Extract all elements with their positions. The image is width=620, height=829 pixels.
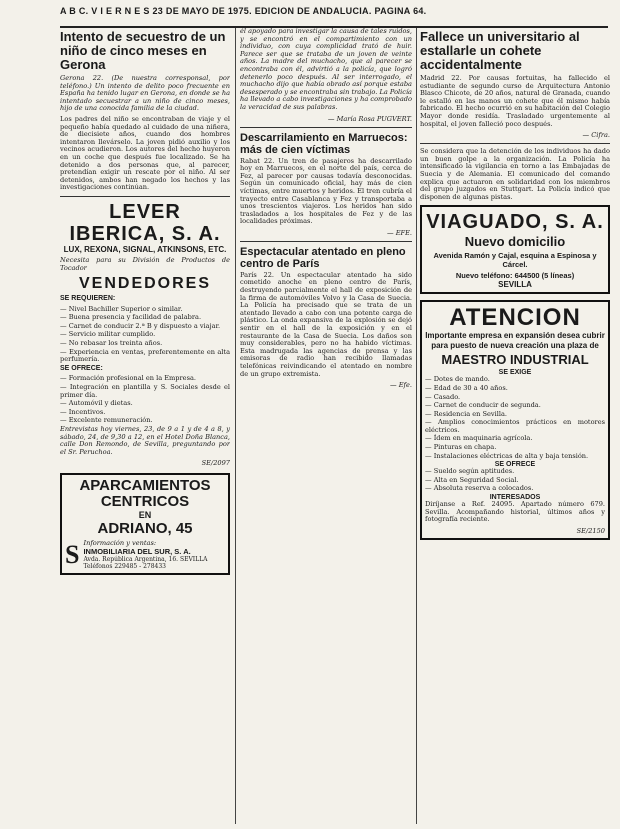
ad-parking-line1: APARCAMIENTOS	[79, 477, 211, 495]
ad-offer-label: SE OFRECE:	[60, 364, 103, 372]
ad-atencion-contact-label: INTERESADOS	[489, 494, 541, 502]
list-item: — Ídem en maquinaria agrícola.	[425, 434, 533, 443]
ad-parking-agency-addr: Avda. República Argentina, 16. SEVILLA	[83, 556, 208, 564]
agency-logo-icon: S	[65, 539, 80, 569]
ad-viaguado	[420, 205, 610, 294]
list-item: — Edad de 30 a 40 años.	[425, 383, 508, 392]
ad-req-list	[60, 306, 230, 364]
story-snippet: Se considera que la detención de los individuos ha dado un buen golpe a la organización. La Policía ha intensificado la vigilancia en torno a las Embajadas de Suecia y de Alemania. El comunicado del comando explica que actuaron en solidaridad con los miembros del grupo juzgados en Stuttgart. La Policía indicó que disponen de algunas pistas.	[420, 147, 610, 201]
ad-atencion-contact: Diríjanse a Ref. 24095. Apartado número 679. Sevilla. Acompañando historial, últimos años y fotografía reciente.	[425, 500, 605, 524]
list-item: — Pinturas en chapa.	[425, 443, 497, 452]
ad-ref: SE/2097	[201, 459, 230, 468]
list-item: — Residencia en Sevilla.	[425, 409, 507, 418]
ad-atencion	[420, 300, 610, 540]
ad-req-label: SE REQUIEREN:	[60, 295, 116, 303]
list-item: — Formación profesional en la Empresa.	[60, 374, 196, 383]
column-2	[240, 28, 412, 824]
list-item: — Incentivos.	[60, 407, 106, 416]
ad-viaguado-city: SEVILLA	[498, 280, 532, 290]
ad-parking-line3: EN	[138, 510, 152, 521]
list-item: — Absoluta reserva a colocados.	[425, 484, 534, 493]
divider	[420, 143, 610, 144]
list-item: — Instalaciones eléctricas de alta y baja tensión.	[425, 451, 589, 460]
ad-viaguado-addr: Avenida Ramón y Cajal, esquina a Espinosa y Cárcel.	[433, 251, 597, 270]
ad-intro: Necesita para su División de Productos de Tocador	[60, 255, 230, 272]
divider	[240, 241, 412, 242]
list-item: — Dotes de mando.	[425, 375, 490, 384]
ad-parking-phones: Teléfonos 229485 - 278433	[83, 563, 166, 571]
story-title-derailment: Descarrilamiento en Marruecos: más de cien víctimas	[240, 131, 408, 156]
ad-atencion-req-list	[425, 376, 605, 460]
story-body: Rabat 22. Un tren de pasajeros ha descarrilado hoy en Marruecos, en el norte del país, cerca de Fez, al parecer por causas todavía desconocidas. Según un comunicado oficial, hay más de cien víctimas, entre muertos y heridos. El tren cubría el trayecto entre Casablanca y Fez y transportaba a unos trescientos viajeros. Los heridos han sido trasladados a los hospitales de Fez y de las localidades próximas.	[240, 156, 412, 226]
list-item: — Alta en Seguridad Social.	[425, 475, 519, 484]
ad-atencion-req-label: SE EXIGE	[498, 369, 532, 377]
header-line: A B C. V I E R N E S 23 DE MAYO DE 1975. EDICION DE ANDALUCIA. PAGINA 64.	[60, 6, 427, 16]
story-byline: — María Rosa PUGVERT.	[327, 114, 412, 123]
ad-company: LEVER IBERICA, S. A.	[69, 200, 221, 245]
divider	[240, 127, 412, 128]
page-header	[60, 6, 608, 28]
column-3	[420, 28, 610, 824]
ad-parking-line2: CENTRICOS	[100, 493, 190, 511]
ad-atencion-offer-list	[425, 468, 605, 493]
ad-parking-agency: INMOBILIARIA DEL SUR, S. A.	[83, 547, 191, 557]
list-item: — Buena presencia y facilidad de palabra.	[60, 313, 202, 322]
list-item: — Automóvil y dietas.	[60, 399, 133, 408]
ad-parking-info: Información y ventas:	[83, 539, 157, 548]
divider	[60, 196, 230, 197]
ad-heading: VENDEDORES	[78, 275, 212, 293]
story-byline: — EFE.	[387, 228, 412, 237]
ad-contact: Entrevistas hoy viernes, 23, de 9 a 1 y de 4 a 8, y sábado, 24, de 9,30 a 12, en el Hotel Doña Blanca, calle Don Remondo, de Sevilla, preguntando por el Sr. Peruchoa.	[60, 425, 230, 456]
story-body: Madrid 22. Por causas fortuitas, ha fallecido el estudiante de segundo curso de Arquitectura Antonio Blasco Chicote, de 20 años, natural de Granada, cuando le estalló en las manos un cohete que él mismo había fabricado. El hecho ocurrió en su habitación del Colegio Mayor donde residía. Trasladado urgentemente al hospital, el joven falleció poco después.	[420, 74, 610, 128]
ad-atencion-post: MAESTRO INDUSTRIAL	[441, 352, 589, 368]
ad-parking-address: ADRIANO, 45	[97, 520, 193, 538]
list-item: — Excelente remuneración.	[60, 416, 153, 425]
story-title-student: Fallece un universitario al estallarle un cohete accidentalmente	[420, 29, 580, 72]
list-item: — Casado.	[425, 392, 461, 401]
story-body: Los padres del niño se encontraban de viaje y el pequeño había quedado al cuidado de una niñera, de diecisiete años, cuando dos hombres intentaron llevárselo. La joven pidió auxilio y los vecinos acudieron. Los autores del hecho huyeron en un coche que después fue localizado. Se ha detenido a dos personas que, al parecer, pretendían exigir un rescate por el niño. Al ser detenidos, ambos han negado los hechos y las investigaciones continúan.	[60, 114, 230, 192]
list-item: — Experiencia en ventas, preferentemente en alta perfumería.	[60, 347, 230, 364]
story-title-kidnap: Intento de secuestro de un niño de cinco meses en Gerona	[60, 29, 226, 72]
story-byline: — Cifra.	[582, 131, 610, 140]
story-title-attack: Espectacular atentado en pleno centro de París	[240, 245, 406, 270]
story-byline: — Efe.	[390, 381, 412, 390]
list-item: — Carnet de conducir de segunda.	[425, 401, 541, 410]
ad-parking	[60, 473, 230, 575]
list-item: — No rebasar los treinta años.	[60, 339, 163, 348]
story-dateline: Gerona 22. (De nuestra corresponsal, por teléfono.) Un intento de delito poco frecuente en España ha tenido lugar en Gerona, en donde se ha intentado secuestrar a un niño de cinco meses, hijo de una conocida familia de la ciudad.	[60, 74, 230, 113]
story-body: París 22. Un espectacular atentado ha sido cometido anoche en pleno centro de París, destruyendo parcialmente el hall de exposición de la firma de automóviles Volvo y la Casa de Suecia. La Policía ha precisado que se trata de un atentado llevado a cabo con una potente carga de plástico. La onda expansiva de la explosión se dejó sentir en el hall de la exposición y en el restaurante de la Casa de Suecia. Los daños son muy considerables, pero no ha habido víctimas. Esta madrugada las agencias de prensa y las emisoras de radio han recibido llamadas telefónicas reivindicando el atentado en nombre de un grupo extremista.	[240, 270, 412, 378]
story-continuation: él apoyado para investigar la causa de tales ruidos, y se encontró en el compartimiento con un individuo, con cuya complicidad trató de huir. Parece ser que se trataba de un joven de veinte años. La madre del muchacho, que al parecer se encontraba con él, advirtió a la policía, que logró detenerlo poco después. Al ser interrogado, el muchacho dijo que había obrado así porque estaba desesperado y se encontraba sin trabajo. La Policía ha llevado a cabo investigaciones y ha comprobado la veracidad de sus palabras.	[240, 28, 412, 111]
list-item: — Sueldo según aptitudes.	[425, 467, 515, 476]
ad-viaguado-name: VIAGUADO, S. A.	[426, 211, 604, 234]
column-1	[60, 28, 230, 824]
column-divider-1	[235, 28, 236, 824]
list-item: — Amplios conocimientos prácticos en motores eléctricos.	[425, 418, 605, 434]
column-divider-2	[416, 28, 417, 824]
ad-atencion-heading: ATENCION	[449, 304, 581, 332]
ad-atencion-offer-label: SE OFRECE	[494, 461, 536, 469]
list-item: — Integración en plantilla y S. Sociales desde el primer día.	[60, 383, 230, 399]
list-item: — Carnet de conducir 2.ª B y dispuesto a viajar.	[60, 321, 221, 330]
ad-atencion-ref: SE/2150	[576, 526, 605, 535]
ad-lever	[60, 201, 230, 467]
list-item: — Servicio militar cumplido.	[60, 330, 156, 339]
ad-offer-list	[60, 375, 230, 425]
ad-brands: LUX, REXONA, SIGNAL, ATKINSONS, ETC.	[63, 244, 227, 254]
list-item: — Nivel Bachiller Superior o similar.	[60, 304, 183, 313]
ad-viaguado-sub: Nuevo domicilio	[464, 234, 566, 250]
ad-viaguado-phone: Nuevo teléfono: 644500 (5 líneas)	[455, 271, 575, 281]
ad-atencion-intro: Importante empresa en expansión desea cubrir para puesto de nueva creación una plaza de	[425, 331, 605, 350]
